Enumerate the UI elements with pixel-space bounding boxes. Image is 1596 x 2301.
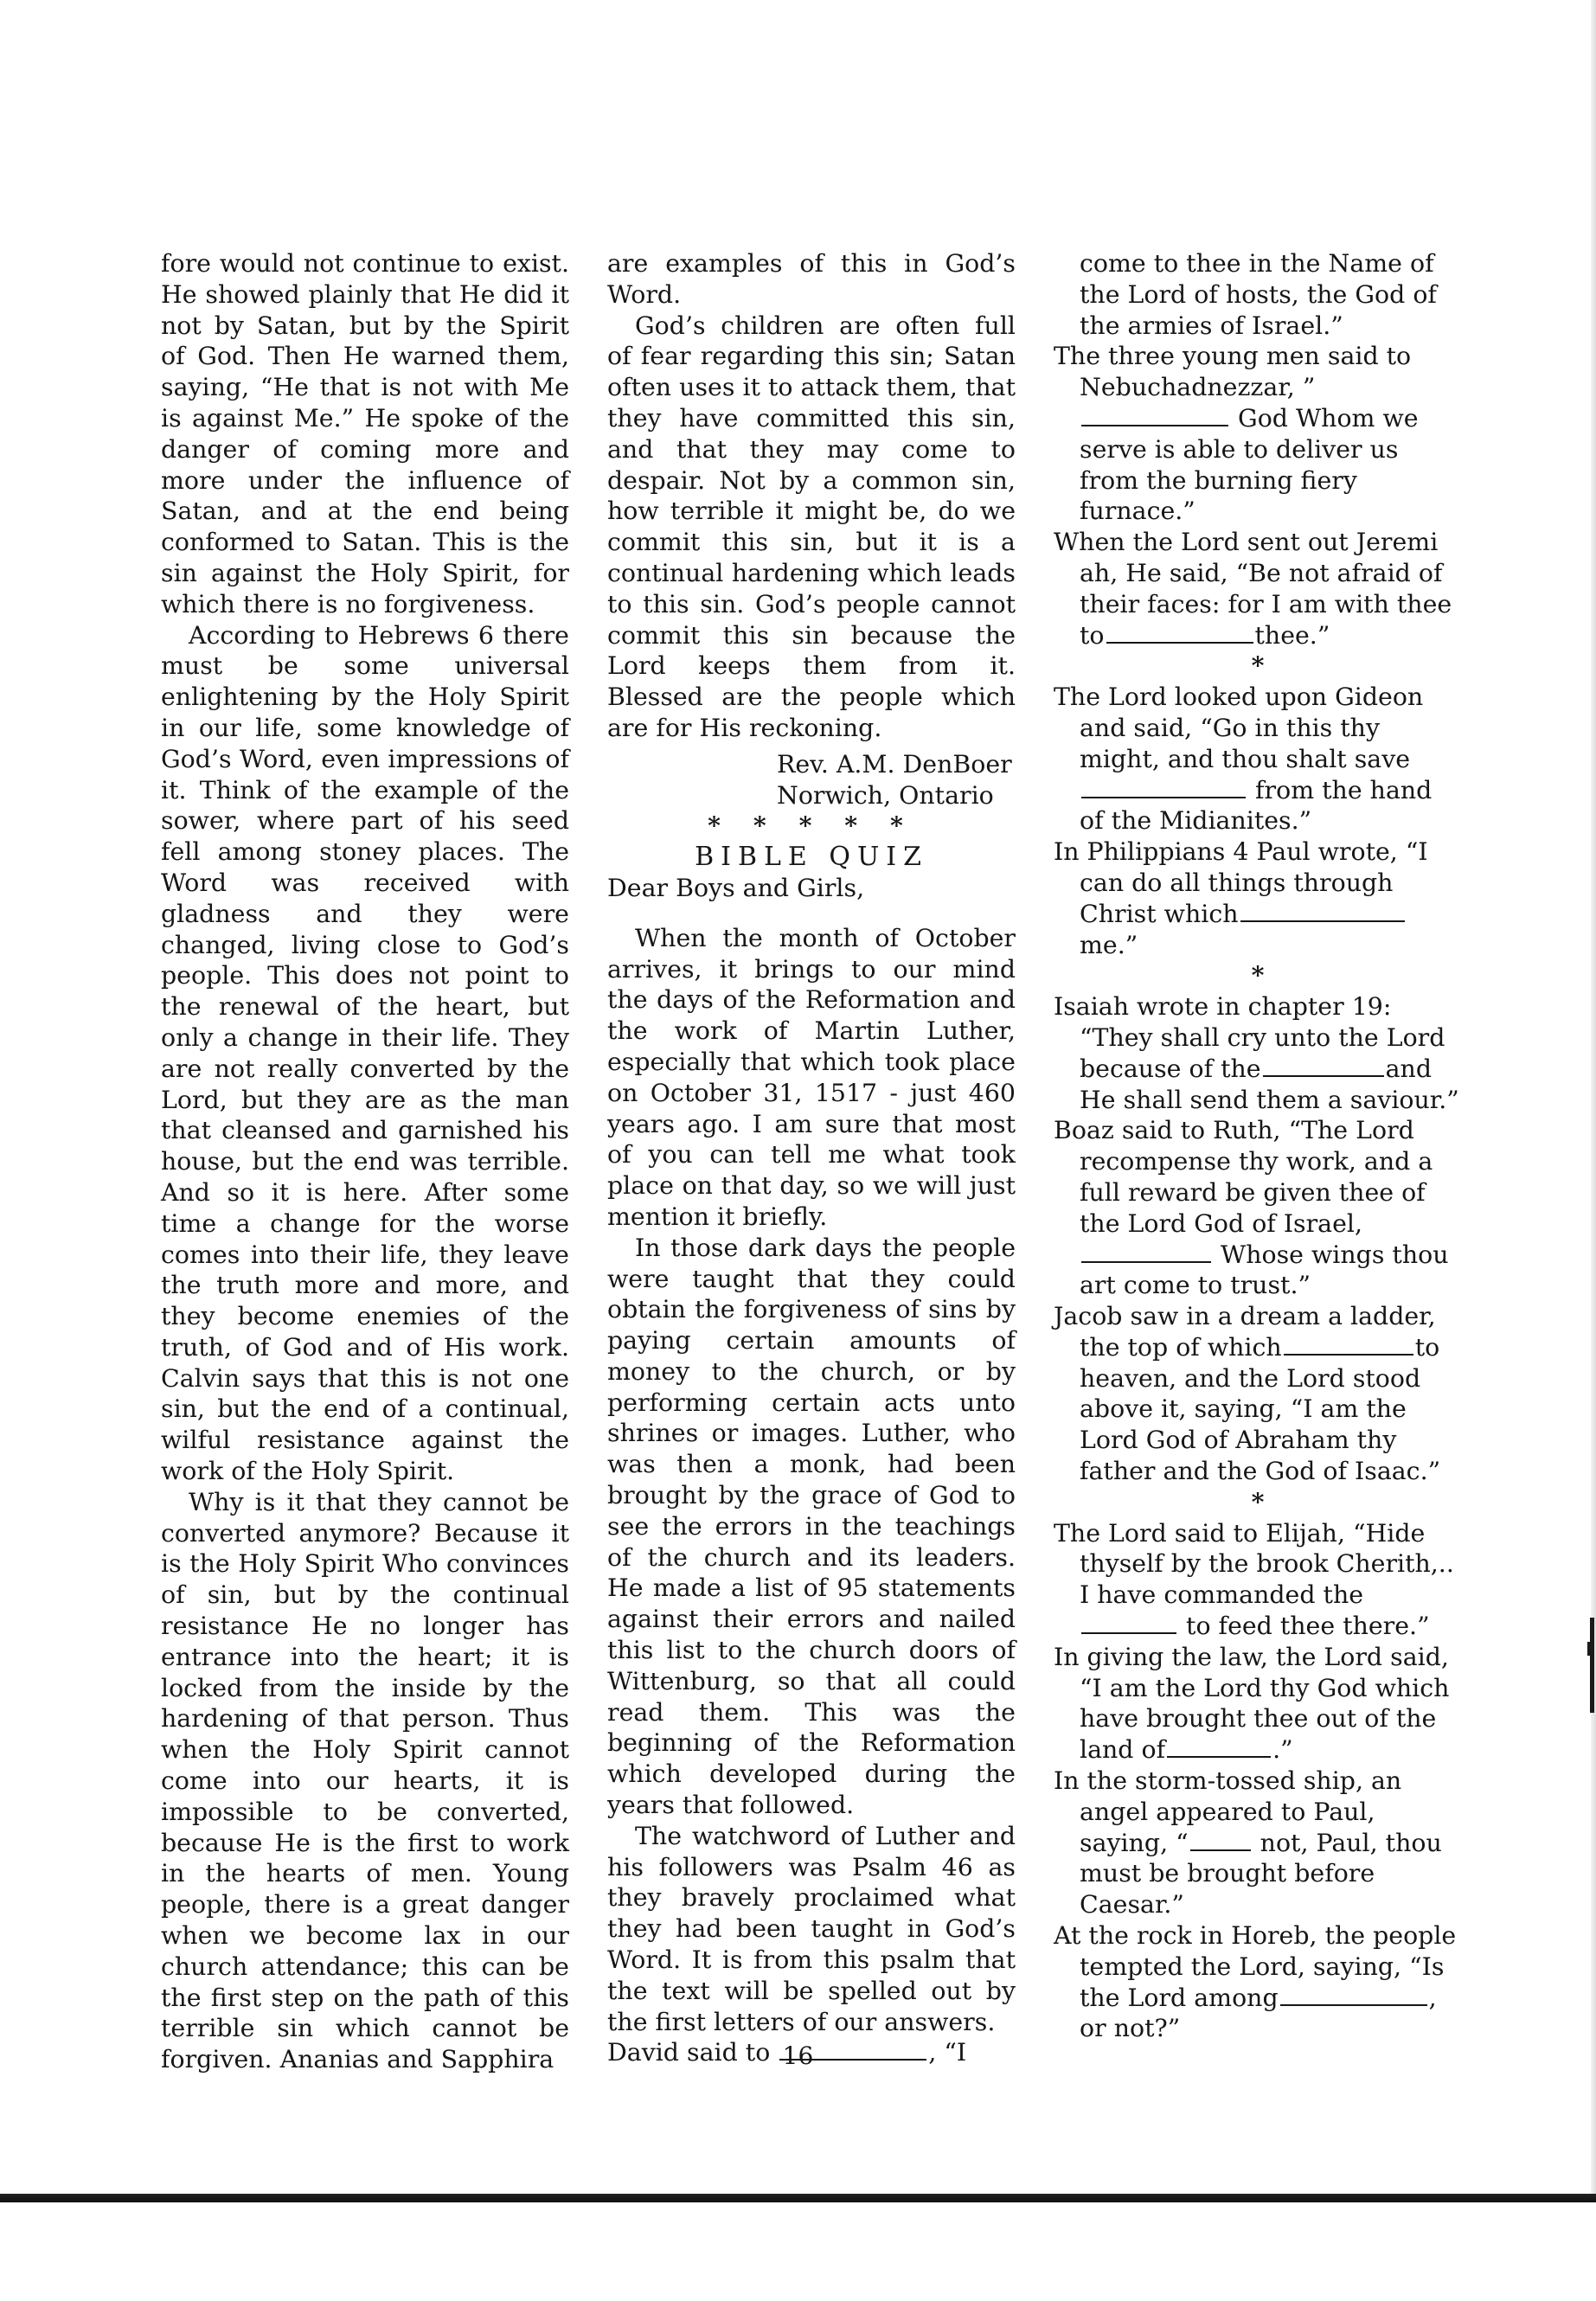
answer-blank <box>1167 1755 1271 1758</box>
question-text: , or not?” <box>1080 1983 1437 2043</box>
quiz-greeting: Dear Boys and Girls, <box>607 873 865 902</box>
quiz-question <box>1054 341 1462 527</box>
question-text: Isaiah wrote in chapter 19: “They shall cry unto the Lord because of the <box>1054 992 1445 1083</box>
question-text: and He shall send them a saviour.” <box>1080 1054 1459 1114</box>
quiz-question-continued: come to thee in the Name of the Lord of hosts, the God of the armies of Israel.” <box>1080 249 1437 340</box>
question-text: Boaz said to Ruth, “The Lord recompense thy work, and a full reward be given thee of the Lord God of Israel, <box>1054 1116 1433 1238</box>
question-text: The Lord looked upon Gideon and said, “Go in this thy might, and thou shalt save <box>1054 683 1424 773</box>
article-paragraph: are examples of this in God’s Word. <box>607 249 1016 309</box>
article-paragraph: According to Hebrews 6 there must be some universal enlightening by the Holy Spirit in our life, some knowledge of God’s Word, even impressions of it. Think of the example of the sower, where part of his seed fell among stoney places. The Word was received with gladness and they were changed, living close to God’s people. This does not point to the renewal of the heart, but only a change in their life. They are not really converted by the Lord, but they are as the man that cleansed and garnished his house, but the end was terrible. And so it is here. After some time a change for the worse comes into their life, they leave the truth more and more, and they become enemies of the truth, of God and of His work. Calvin says that this is not one sin, but the end of a continual, wilful resistance against the work of the Holy Spirit. <box>161 620 569 1486</box>
question-text: The three young men said to Nebuchadnezzar, ” <box>1054 342 1412 402</box>
quiz-divider: * <box>1251 960 1265 990</box>
quiz-question <box>1054 682 1462 836</box>
article-paragraph: God’s children are often full of fear regarding this sin; Satan often uses it to attack them, that they have committed this sin, and that they may come to despair. Not by a common sin, how terrible it might be, do we commit this sin, but it is a continual hardening which leads to this sin. God’s people cannot commit this sin because the Lord keeps them from it. Blessed are the people which are for His reckoning. <box>607 311 1016 742</box>
answer-blank <box>1280 2003 1427 2006</box>
quiz-question <box>1054 1920 1462 2044</box>
quiz-question <box>1054 1518 1462 1642</box>
quiz-question <box>1054 836 1462 960</box>
question-text: me.” <box>1080 930 1138 959</box>
answer-blank <box>1081 1631 1176 1634</box>
quiz-divider: * <box>1251 1486 1265 1516</box>
question-text: not, Paul, thou must be brought before Caesar.” <box>1080 1828 1442 1920</box>
author-location: Norwich, Ontario <box>777 780 994 810</box>
quiz-intro-paragraph: The watchword of Luther and his followers was Psalm 46 as they bravely proclaimed what they had been taught in God’s Word. It is from this psalm that the text will be spelled out by the first letters of our answers. <box>607 1821 1016 2036</box>
quiz-question <box>1054 991 1462 1115</box>
quiz-question <box>1054 1301 1462 1487</box>
scan-mark <box>1590 1618 1594 1713</box>
quiz-question <box>1054 1642 1462 1766</box>
question-text: In Philippians 4 Paul wrote, “I can do all things through Christ which <box>1054 837 1428 928</box>
question-text: David said to <box>607 2038 771 2067</box>
question-text: In the storm-tossed ship, an angel appeared to Paul, saying, “ <box>1054 1766 1402 1857</box>
quiz-question <box>1054 527 1462 651</box>
question-text: The Lord said to Elijah, “Hide thyself by the brook Cherith,.. I have commanded the <box>1054 1518 1454 1610</box>
scan-mark <box>1587 1642 1591 1656</box>
question-text: In giving the law, the Lord said, “I am the Lord thy God which have brought thee out of the land of <box>1054 1642 1450 1765</box>
question-text: Jacob saw in a dream a ladder, the top of which <box>1054 1302 1436 1362</box>
quiz-question <box>1054 1766 1462 1920</box>
question-text: Whose wings thou art come to trust.” <box>1080 1240 1449 1300</box>
quiz-intro-paragraph: In those dark days the people were taught that they could obtain the forgiveness of sins by paying certain amounts of money to the church, or by performing certain acts unto shrines or images. Luther, who was then a monk, had been brought by the grace of God to see the errors in the teachings of the church and its leaders. He made a list of 95 statements against their errors and nailed this list to the church doors of Wittenburg, so that all could read them. This was the beginning of the Reformation which developed during the years that followed. <box>607 1233 1016 1820</box>
question-text: from the hand of the Midianites.” <box>1080 775 1433 836</box>
question-text: At the rock in Horeb, the people tempted the Lord, saying, “Is the Lord among <box>1054 1921 1457 2012</box>
article-paragraph: Why is it that they cannot be converted anymore? Because it is the Holy Spirit Who convinces of sin, but by the continual resistance He no longer has entrance into the heart; it is locked from the inside by the hardening of that person. Thus when the Holy Spirit cannot come into our hearts, it is impossible to be converted, because He is the first to work in the hearts of men. Young people, there is a great danger when we become lax in our church attendance; this can be the first step on the path of this terrible sin which cannot be forgiven. Ananias and Sapphira <box>161 1487 569 2074</box>
answer-blank <box>1081 424 1228 426</box>
answer-blank <box>1106 641 1253 644</box>
question-text: thee.” <box>1254 620 1330 650</box>
question-text: When the Lord sent out Jeremi ah, He said, “Be not afraid of their faces: for I am with thee to <box>1054 528 1452 650</box>
question-text: .” <box>1272 1735 1293 1765</box>
column-1 <box>161 248 569 2075</box>
scan-border-bottom <box>0 2194 1596 2202</box>
question-text: , “I <box>928 2038 967 2067</box>
author-name: Rev. A.M. DenBoer <box>777 749 1012 779</box>
answer-blank <box>1263 1074 1384 1077</box>
column-3 <box>1054 248 1462 2044</box>
page-number: 16 <box>782 2041 814 2070</box>
answer-blank <box>1240 920 1405 922</box>
page-edge <box>1591 0 1596 2197</box>
answer-blank <box>1190 1849 1251 1851</box>
question-text: to feed thee there.” <box>1186 1612 1430 1641</box>
answer-blank <box>1284 1353 1413 1356</box>
column-2 <box>607 248 1016 2068</box>
answer-blank <box>1081 796 1246 798</box>
quiz-question <box>1054 1115 1462 1301</box>
quiz-title: BIBLE QUIZ <box>695 842 928 873</box>
question-text: to heaven, and the Lord stood above it, saying, “I am the Lord God of Abraham thy father and the God of Isaac.” <box>1080 1332 1441 1486</box>
question-text: God Whom we serve is able to deliver us from the burning fiery furnace.” <box>1080 403 1419 526</box>
article-paragraph: fore would not continue to exist. He showed plainly that He did it not by Satan, but by the Spirit of God. Then He warned them, saying, “He that is not with Me is against Me.” He spoke of the danger of coming more and more under the influence of Satan, and at the end being conformed to Satan. This is the sin against the Holy Spirit, for which there is no forgiveness. <box>161 249 569 619</box>
answer-blank <box>1081 1260 1211 1263</box>
section-separator: * * * * * <box>708 811 915 841</box>
quiz-intro-paragraph: When the month of October arrives, it brings to our mind the days of the Reformation and the work of Martin Luther, especially that which took place on October 31, 1517 - just 460 years ago. I am sure that most of you can tell me what took place on that day, so we will just mention it briefly. <box>607 923 1016 1231</box>
quiz-divider: * <box>1251 651 1265 681</box>
